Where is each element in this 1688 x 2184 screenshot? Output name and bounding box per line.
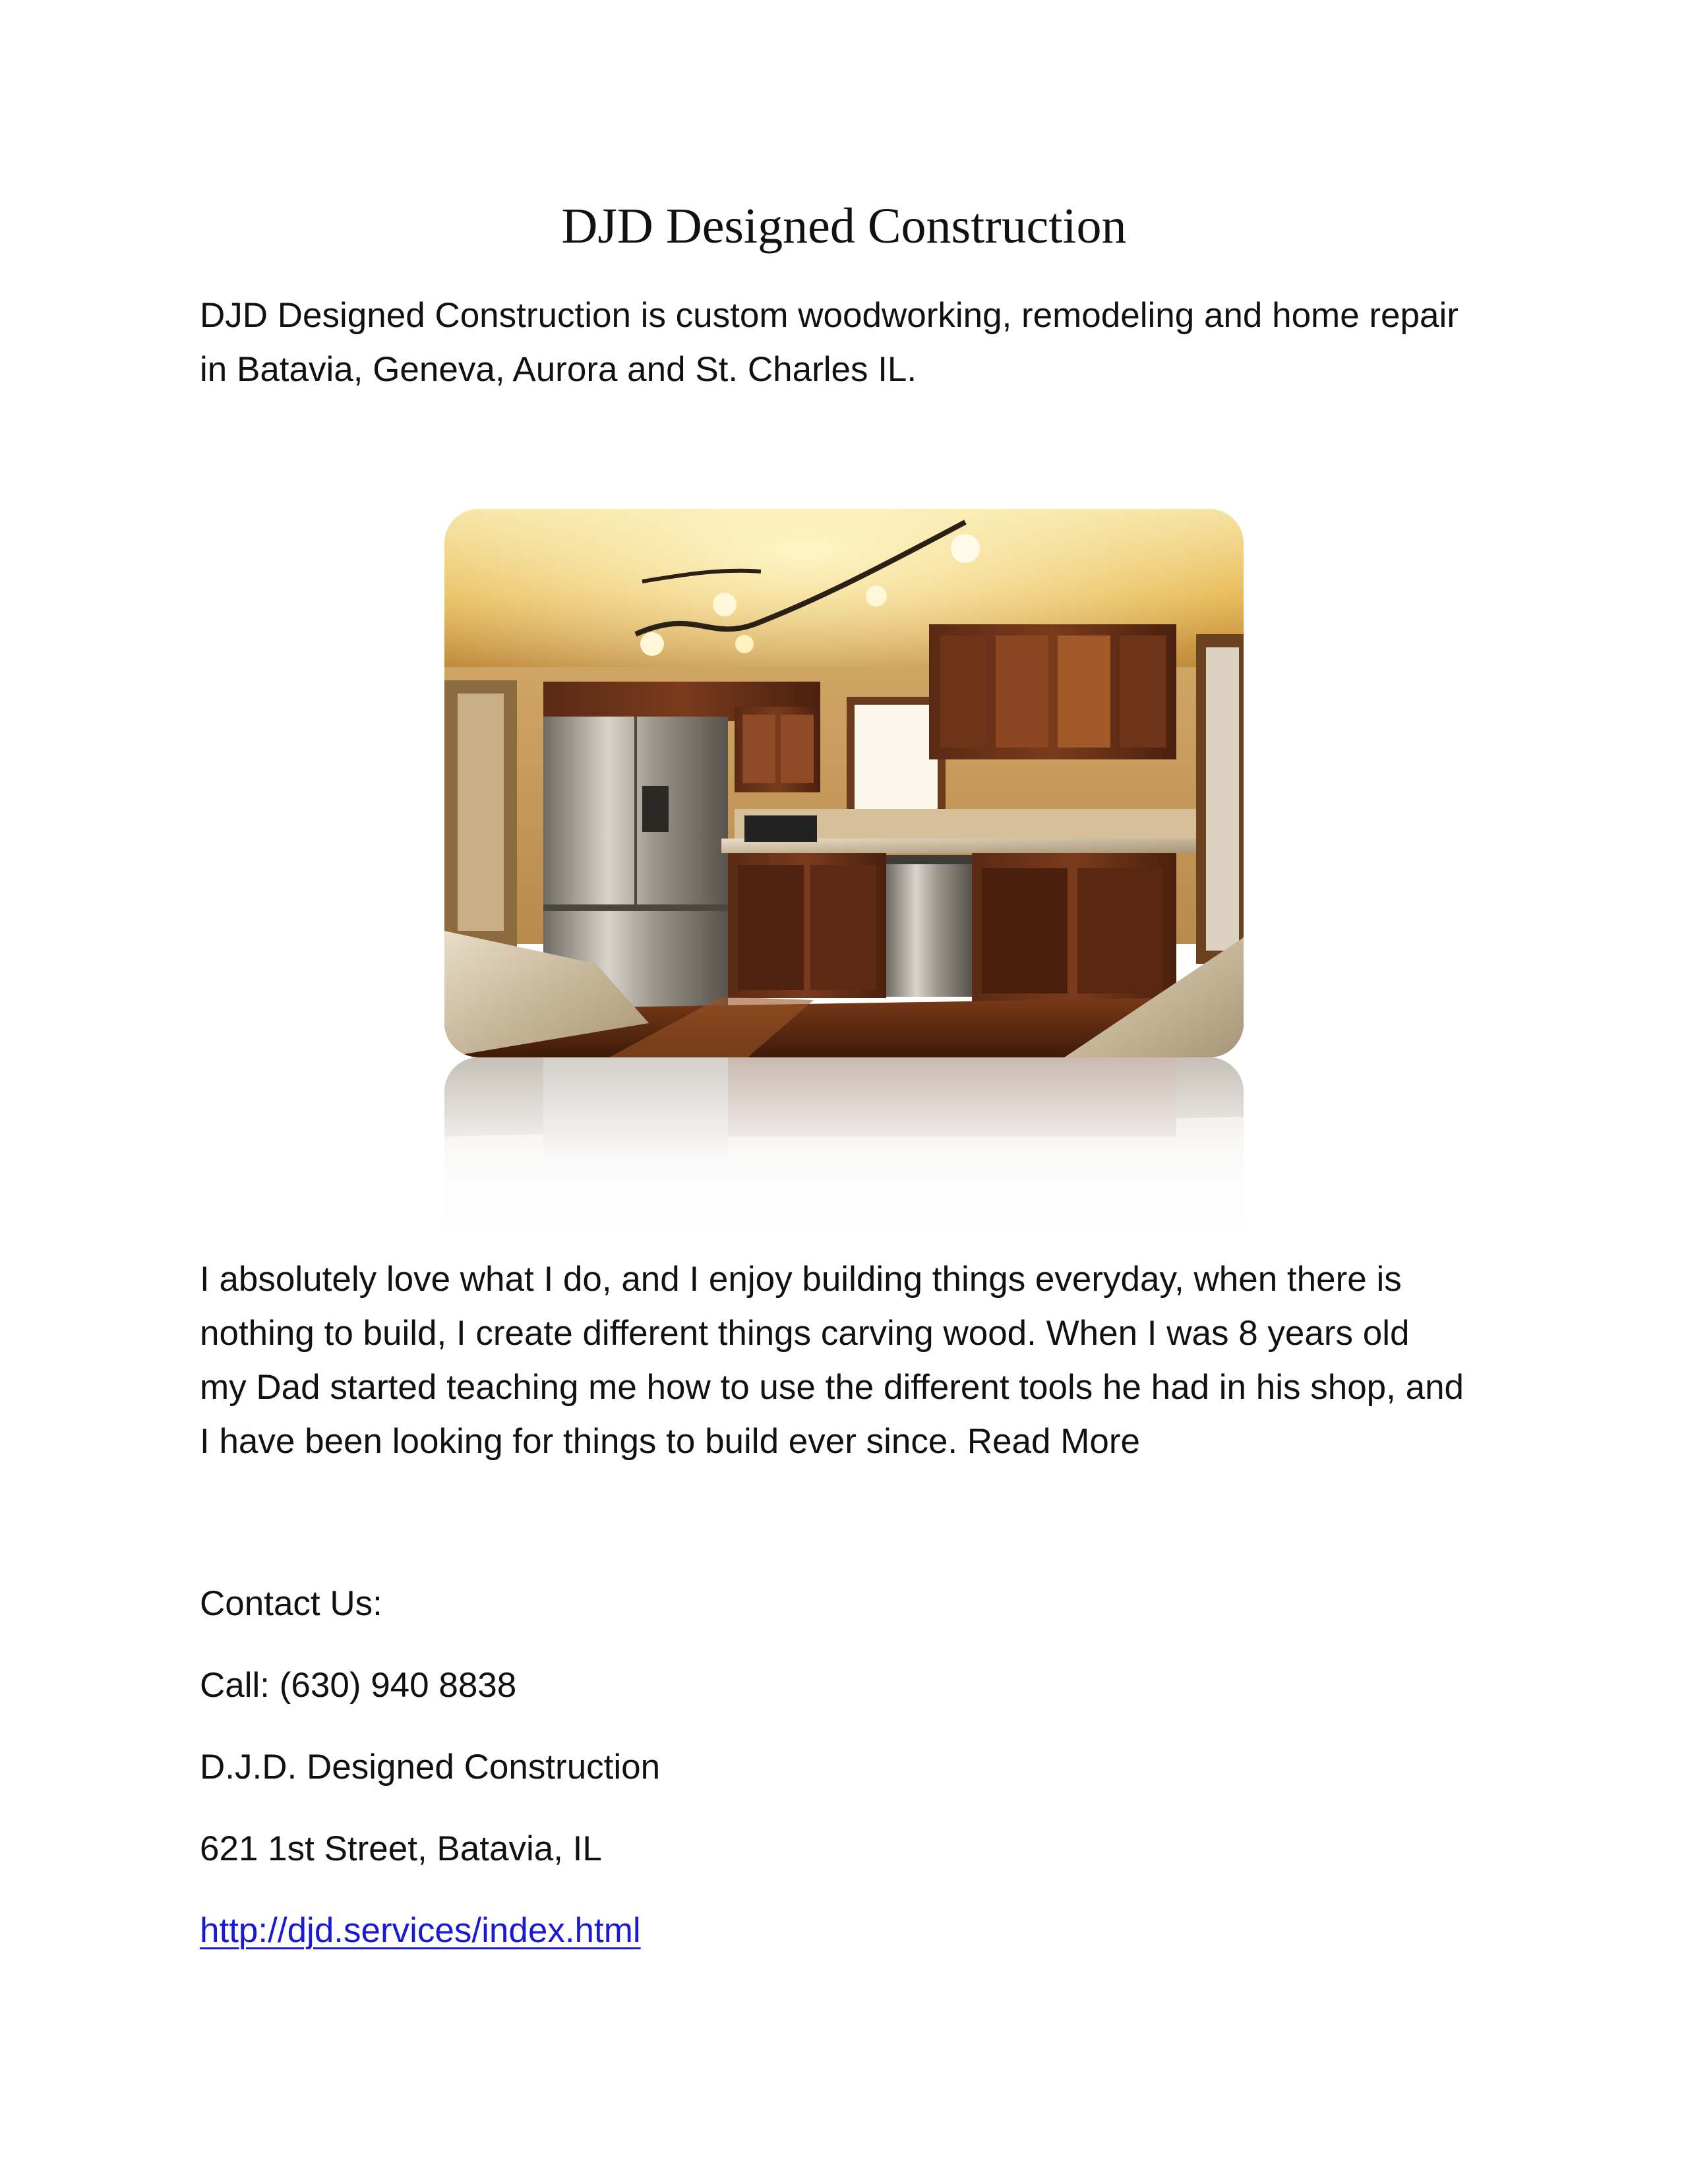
website-link[interactable]: http://djd.services/index.html (200, 1911, 641, 1950)
page-title: DJD Designed Construction (561, 198, 1127, 254)
about-line: my Dad started teaching me how to use the different tools he had in his shop, and (200, 1368, 1464, 1407)
intro-line: DJD Designed Construction is custom woodworking, remodeling and home repair (200, 296, 1459, 335)
contact-phone: Call: (630) 940 8838 (200, 1666, 517, 1705)
reflection-fade (444, 1057, 1244, 1229)
kitchen-photo (444, 509, 1244, 1057)
contact-address: 621 1st Street, Batavia, IL (200, 1829, 602, 1868)
about-paragraph (200, 1253, 1519, 1469)
about-line: nothing to build, I create different things carving wood. When I was 8 years old (200, 1314, 1410, 1353)
intro-paragraph (200, 289, 1519, 397)
contact-company: D.J.D. Designed Construction (200, 1748, 661, 1786)
about-line: I have been looking for things to build ever since. Read More (200, 1422, 1140, 1461)
about-line: I absolutely love what I do, and I enjoy building things everyday, when there is (200, 1260, 1402, 1299)
intro-line: in Batavia, Geneva, Aurora and St. Charles IL. (200, 350, 917, 389)
contact-heading: Contact Us: (200, 1584, 382, 1623)
kitchen-photo-reflection (444, 1057, 1244, 1229)
